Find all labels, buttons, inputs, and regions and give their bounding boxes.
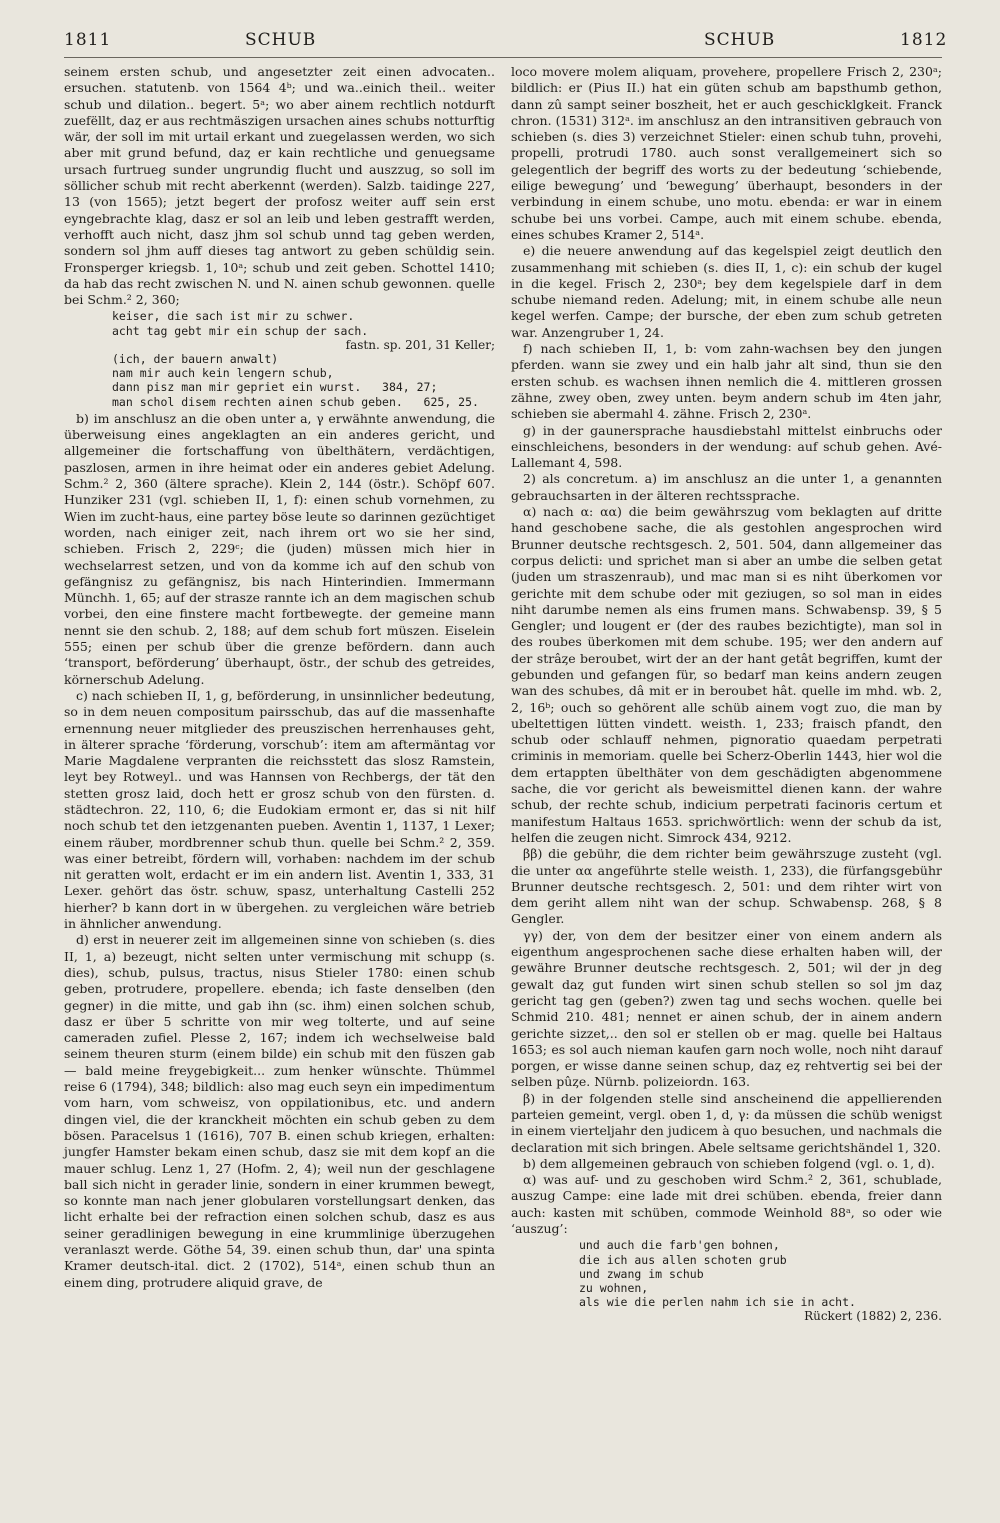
right-paragraph: 2) als concretum. a) im anschlusz an die unter 1, a genannten gebrauchsarten in der älteren rechtssprache. <box>511 471 942 503</box>
verse-line: und auch die farb'gen bohnen, <box>579 1238 780 1253</box>
verse-line: die ich aus allen schoten grub <box>579 1252 787 1267</box>
right-paragraph: γγ) der, von dem der besitzer einer von einem andern als eigenthum angesprochenen sache diese erhalten haben will, der gewähre Brunner deutsche rechtsgesch. 2, 501; wil der jn deg gewalt daȥ gut funden wirt sinen schub stellen so sol jm daȥ gericht tag gen (geben?) zwen tag und sechs wochen. quelle bei Schmid 210. 481; nennet er ainen schub, der in ainem andern gerichte sizzet,.. den sol er stellen ob er mag. quelle bei Haltaus 1653; es sol auch nieman kaufen garn noch wolle, noch niht darauf porgen, er wisse danne seinen schup, daȥ eȥ rehtvertig sei bei der selben pûȥe. Nürnb. polizeiordn. 163. <box>511 927 942 1090</box>
header-rule <box>64 57 942 58</box>
right-paragraph: loco movere molem aliquam, provehere, propellere Frisch 2, 230ᵃ; bildlich: er (Pius II.) hat ein güten schub am bapsthumb gethon, dann zû sampt seiner boszheit, het er auch geschicklgkeit. Franck chron. (1531) 312ᵃ. im anschlusz an den intransitiven gebrauch von schieben (s. dies 3) verzeichnet Stieler: einen schub tuhn, provehi, propelli, protrudi 1780. auch sonst verallgemeinert sich so gelegentlich der begriff des worts zu der bedeutung ‘schiebende, eilige bewegung’ und ‘bewegung’ überhaupt, besonders in der verbindung in einem schube, uno motu. ebenda: er war in einem schube bei uns vorbei. Campe, auch mit einem schube. ebenda, eines schubes Kramer 2, 514ᵃ. <box>511 64 942 242</box>
right-column <box>511 64 942 1326</box>
right-paragraph: g) in der gaunersprache hausdiebstahl mittelst einbruchs oder einschleichens, besonders in der wendung: auf schub gehen. Avé-Lallemant 4, 598. <box>511 422 942 471</box>
right-paragraph: α) nach α: αα) die beim gewährszug vom beklagten auf dritte hand geschobene sache, die als gestohlen angesprochen wird Brunner deutsche rechtsgesch. 2, 501. 504, dann allgemeiner das corpus delicti: und sprichet man si aber an umbe die selben getat (juden um straszenraub), und mac man si es niht überkomen vor gerichte mit dem schube oder mit geziugen, so sol man in eides niht darumbe nemen als eins frumen mans. Schwabensp. 39, § 5 Gengler; und lougent er (der des raubes bezichtigte), man sol in des roubes überkomen mit dem schube. 195; wer den andern auf der strâȥe beroubet, wirt der an der hant getât begriffen, kumt der gebunden und gefangen für, so bedarf man keins andern zeugen wan des schubes, dâ mit er in beroubet hât. quelle im mhd. wb. 2, 2, 16ᵇ; ouch so gehörent alle schüb ainem vogt zuo, die man by ubeltettigen lütten vindett. weisth. 1, 233; fraisch pfandt, den schub oder schlauff nehmen, pignoratio quaedam perpetrati criminis in memoriam. quelle bei Scherz-Oberlin 1443, hier wol die dem ertappten übelthäter von dem geschädigten abgenommene sache, die vor gericht als beweismittel dienen kann. der wahre schub, der rechte schub, indicium perpetrati facinoris certum et manifestum Haltaus 1653. sprichwörtlich: wenn der schub da ist, helfen die zeugen nicht. Simrock 434, 9212. <box>511 504 942 845</box>
left-paragraph: b) im anschlusz an die oben unter a, γ erwähnte anwendung, die überweisung eines angeklagten an ein anderes gericht, und allgemeiner die fortschaffung von übelthätern, verdächtigen, paszlosen, armen in ihre heimat oder ein anderes gebiet Adelung. Schm.² 2, 360 (ältere sprache). Klein 2, 144 (östr.). Schöpf 607. Hunziker 231 (vgl. schieben II, 1, f): einen schub vornehmen, zu Wien im zucht-haus, eine partey böse leute so darinnen gezüchtiget worden, nach einiger zeit, nach ihrem ort wo sie her sind, schieben. Frisch 2, 229ᶜ; die (juden) müssen mich hier in wechselarrest setzen, und von da komme ich auf den schub von gefängnisz zu gefängnisz, bis nach Hinterindien. Immermann Münchh. 1, 65; auf der strasze rannte ich an dem magischen schub vorbei, den eine finstere macht fortbewegte. der gemeine mann nennt sie den schub. 2, 188; auf dem schub fort müszen. Eiselein 555; einen per schub über die grenze befördern. dann auch ‘transport, beförderung’ überhaupt, östr., der schub des getreides, körnerschub Adelung. <box>64 410 495 687</box>
verse-source: fastn. sp. 201, 31 Keller; <box>345 337 495 352</box>
left-paragraph: c) nach schieben II, 1, g, beförderung, in unsinnlicher bedeutung, so in dem neuen compositum pairsschub, das auf die massenhafte ernennung neuer mitglieder des preuszischen herrenhauses geht, in älterer sprache ‘förderung, vorschub’: item am aftermäntag vor Marie Magdalene verpranten die reichsstett das slosz Ramstein, leyt bey Rotweyl.. und was Hannsen von Rechbergs, der tät den stetten grosz laid, doch hett er grosz schub von den fürsten. d. städtechron. 22, 110, 6; die Eudokiam ermont er, das si nit hilf noch schub tet den ietzgenanten pueben. Aventin 1, 1137, 1 Lexer; einem räuber, mordbrenner schub thun. quelle bei Schm.² 2, 359. was einer betreibt, fördern will, vorhaben: nachdem im der schub nit geratten wolt, erdacht er im ein andern list. Aventin 1, 333, 31 Lexer. gehört das östr. schuw, spasz, unterhaltung Castelli 252 hierher? b kann dort in w übergehen. zu vergleichen wäre betrieb in ähnlicher anwendung. <box>64 687 495 932</box>
left-paragraph: seinem ersten schub, und angesetzter zeit einen advocaten.. ersuchen. statutenb. von 1564 4ᵇ; und wa..einich theil.. weiter schub und dilation.. begert. 5ᵃ; wo aber ainem rechtlich notdurft zuefëllt, daȥ er aus rechtmäszigen ursachen aines schubs notturftig wär, der soll im mit urtail erkant und zuegelassen werden, wo sich aber mit grund befund, daȥ er kain rechtliche und genuegsame ursach furtrueg sunder ungrundig flucht und auszzug, so soll im söllicher schub mit recht aberkennt (werden). Salzb. taidinge 227, 13 (von 1565); jetzt begert der profosz weiter auff sein erst eyngebrachte klag, dasz er sol an leib und leben gestrafft werden, verhofft auch nicht, dasz jhm sol schub unnd tag geben werden, sondern sol jhm auff dieses tag antwort zu geben schüldig sein. Fronsperger kriegsb. 1, 10ᵃ; schub und zeit geben. Schottel 1410; da hab das recht zwischen N. und N. ainen schub gewonnen. quelle bei Schm.² 2, 360; <box>64 64 495 308</box>
page-number-left: 1811 <box>64 30 112 50</box>
right-paragraph: b) dem allgemeinen gebrauch von schieben folgend (vgl. o. 1, d). <box>523 1155 935 1171</box>
verse-line: acht tag gebt mir ein schup der sach. <box>112 323 369 338</box>
verse-line: (ich, der bauern anwalt) <box>112 352 279 367</box>
verse-line: dann pisz man mir gepriet ein wurst. 384, 27; <box>112 380 438 395</box>
running-head-right: SCHUB <box>704 30 776 50</box>
left-column <box>64 64 495 1291</box>
left-paragraph: d) erst in neuerer zeit im allgemeinen sinne von schieben (s. dies II, 1, a) bezeugt, nicht selten unter vermischung mit schupp (s. dies), schub, pulsus, tractus, nisus Stieler 1780: einen schub geben, protrudere, propellere. ebenda; ich faste denselben (den gegner) in die mitte, und gab ihn (sc. ihm) einen solchen schub, dasz er über 5 schritte von mir weg tolterte, und auf seine cameraden zufiel. Plesse 2, 167; indem ich wechselweise bald seinem theuren sturm (einem bilde) ein schub mit den füszen gab — bald meine freygebigkeit... zum henker wünschte. Thümmel reise 6 (1794), 348; bildlich: also mag euch seyn ein impedimentum vom harn, vom schweisz, von oppilationibus, etc. und andern dingen viel, die der kranckheit möchten ein schub geben zu dem bösen. Paracelsus 1 (1616), 707 B. einen schub kriegen, erhalten: jungfer Hamster bekam einen schub, dasz sie mit dem kopf an die mauer schlug. Lenz 1, 27 (Hofm. 2, 4); weil nun der geschlagene ball sich nicht in gerader linie, sondern in einer krummen bewegt, so konnte man nach jener globularen vorstellungsart denken, das licht erhalte bei der refraction einen solchen schub, dasz es aus seiner geradlinigen bewegung in eine krummlinige überzugehen veranlaszt werde. Göthe 54, 39. einen schub thun, dar' una spinta Kramer deutsch-ital. dict. 2 (1702), 514ᵃ, einen schub thun an einem ding, protrudere aliquid grave, de <box>64 932 495 1290</box>
right-paragraph: α) was auf- und zu geschoben wird Schm.² 2, 361, schublade, auszug Campe: eine lade mit drei schüben. ebenda, freier dann auch: kasten mit schüben, commode Weinhold 88ᵃ, so oder wie ‘auszug’: <box>511 1172 942 1237</box>
verse-line: zu wohnen, <box>579 1280 649 1295</box>
right-paragraph: ββ) die gebühr, die dem richter beim gewährszuge zusteht (vgl. die unter αα angeführte stelle weisth. 1, 233), die fürfangsgebühr Brunner deutsche rechtsgesch. 2, 501: und dem rihter wirt von dem geriht allem niht wan der schup. Schwabensp. 268, § 8 Gengler. <box>511 846 942 927</box>
verse-quote <box>112 309 495 408</box>
page-number-right: 1812 <box>900 30 948 50</box>
verse-source: Rückert (1882) 2, 236. <box>804 1309 942 1324</box>
verse-quote <box>579 1238 942 1323</box>
right-paragraph: β) in der folgenden stelle sind anscheinend die appellierenden parteien gemeint, vergl. oben 1, d, γ: da müssen die schüb wenigst in einem vierteljahr den judicem à quo besuchen, und nachmals die declaration mit sich bringen. Abele seltsame gerichtshändel 1, 320. <box>511 1090 942 1155</box>
verse-line: man schol disem rechten ainen schub geben. 625, 25. <box>112 394 479 409</box>
verse-line: als wie die perlen nahm ich sie in acht. <box>579 1295 856 1310</box>
running-head-left: SCHUB <box>245 30 317 50</box>
right-paragraph: e) die neuere anwendung auf das kegelspiel zeigt deutlich den zusammenhang mit schieben (s. dies II, 1, c): ein schub der kugel in die kegel. Frisch 2, 230ᵃ; bey dem kegelspiele darf in dem schube niemand reden. Adelung; mit, in einem schube alle neun kegel werfen. Campe; der bursche, der eben zum schub getreten war. Anzengruber 1, 24. <box>511 243 942 340</box>
verse-line: keiser, die sach ist mir zu schwer. <box>112 309 355 324</box>
right-paragraph: f) nach schieben II, 1, b: vom zahn-wachsen bey den jungen pferden. wann sie zwey und ein halb jahr alt sind, thun sie den ersten schub. es wachsen ihnen nemlich die 4. mittleren grossen zähne, zwey oben, zwey unten. beym andern schub im 4ten jahr, schieben sie abermahl 4. zähne. Frisch 2, 230ᵃ. <box>511 341 942 422</box>
verse-line: und zwang im schub <box>579 1266 704 1281</box>
verse-line: nam mir auch kein lengern schub, <box>112 366 334 381</box>
